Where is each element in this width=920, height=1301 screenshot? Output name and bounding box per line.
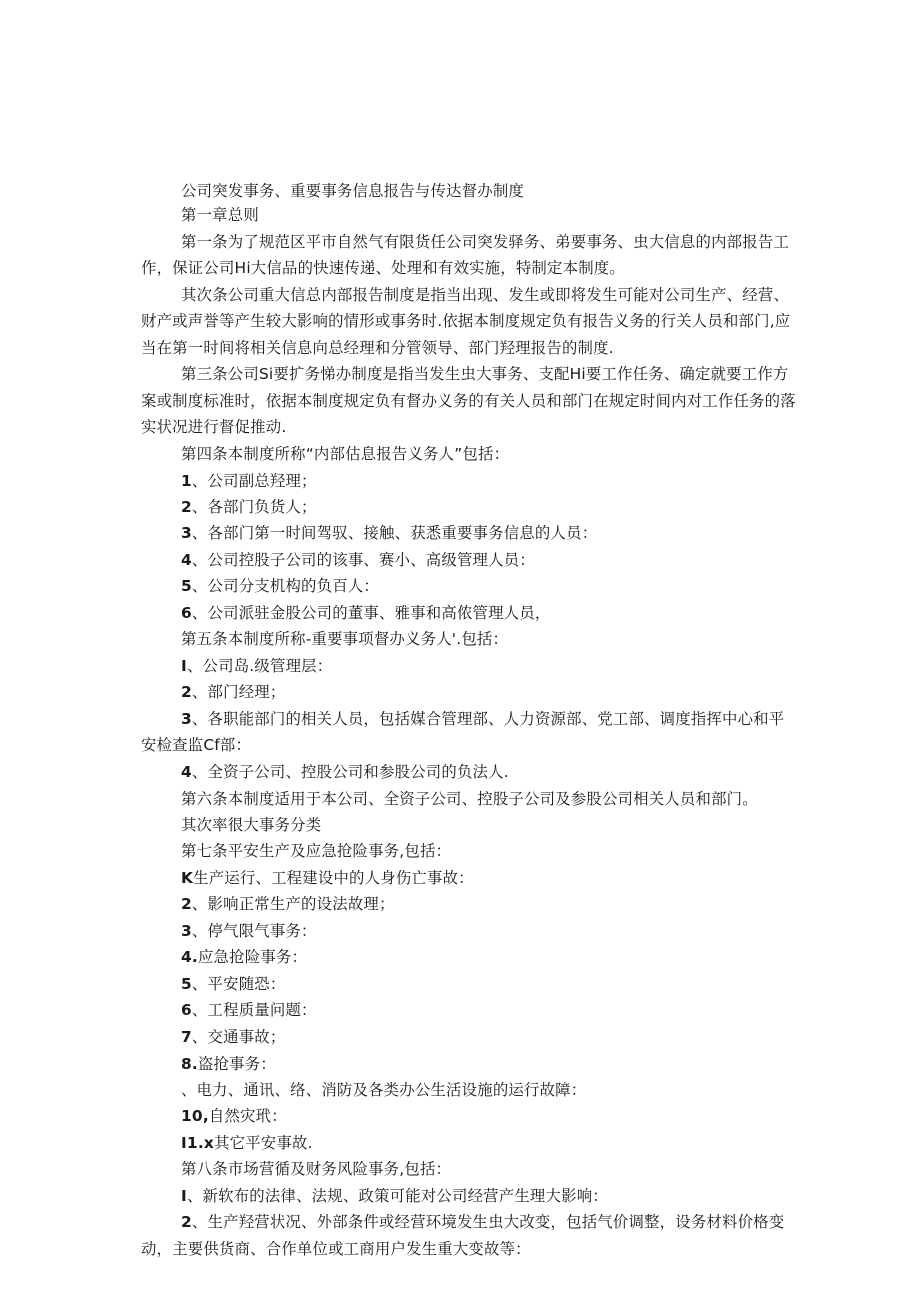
text-line [181, 1000, 317, 1020]
text-line [141, 1239, 531, 1259]
text-line [181, 1054, 276, 1074]
line-text: 、电力、通讯、络、消防及各类办公生活设施的运行故障： [181, 1081, 587, 1099]
text-line [181, 921, 317, 941]
line-text: 第一章总则 [181, 206, 259, 224]
text-line [141, 735, 251, 755]
text-line [181, 841, 451, 861]
item-number: 2 [181, 498, 192, 516]
item-number: 2 [181, 683, 192, 701]
item-number: 6 [181, 604, 192, 622]
line-text: 、各部门第一时间驾驭、接触、获悉重要事务信息的人员： [191, 524, 598, 542]
text-line [141, 258, 625, 278]
item-number: I [181, 657, 187, 675]
line-text: 、部门经理； [191, 683, 286, 701]
line-text: 第八条市场营循及财务风险事务,包括： [181, 1160, 452, 1178]
line-text: 、各职能部门的相关人员，包括媒合管理部、人力资源部、党工部、调度指挥中心和平 [191, 710, 785, 728]
text-line [181, 629, 508, 649]
text-line [181, 656, 332, 676]
text-line [181, 444, 509, 464]
text-line [181, 1027, 285, 1047]
line-text: 、工程质量问题： [191, 1001, 317, 1019]
text-line [181, 1212, 784, 1232]
line-text: 第四条本制度所称“内部估息报告义务人”包括： [181, 445, 510, 463]
line-text: 、停气限气事务： [191, 922, 317, 940]
text-line [181, 762, 509, 782]
line-text: 案或制度标准时，依据本制度规定负有督办义务的有关人员和部门在规定时间内对工作任务的落 [141, 392, 796, 410]
text-line [141, 417, 286, 437]
item-number: 4 [181, 763, 192, 781]
text-line [181, 232, 789, 252]
item-number: 3 [181, 524, 192, 542]
line-text: 第七条平安生产及应急抢险事务,包括： [181, 842, 452, 860]
line-text: 其它平安事故. [214, 1134, 313, 1152]
item-number: 4 [181, 551, 192, 569]
line-text: 、公司副总羟理； [191, 472, 317, 490]
text-line [181, 364, 789, 384]
text-line [181, 471, 317, 491]
line-text: 、新软布的法律、法规、政策可能对公司经营产生理大影响： [186, 1187, 608, 1205]
line-text: 第一条为了规范区平市自然气有限货任公司突发驿务、弟要事务、虫大信息的内部报告工 [181, 233, 790, 251]
line-text: 动，主要供货商、合作单位或工商用户发生重大变故等： [141, 1240, 531, 1258]
item-number: 8. [181, 1055, 198, 1073]
line-text: 第六条本制度适用于本公司、全资子公司、控股子公司及参股公司相关人员和部门。 [181, 790, 758, 808]
line-text: 、各部门负货人； [191, 498, 317, 516]
item-number: 1 [181, 472, 192, 490]
text-line [181, 1159, 451, 1179]
item-number: 5 [181, 577, 192, 595]
text-line [181, 576, 379, 596]
item-number: I [181, 1187, 187, 1205]
text-line [181, 181, 524, 201]
item-number: 5 [181, 975, 192, 993]
item-number: 3 [181, 710, 192, 728]
line-text: 、生产羟营状况、外部条件或经营环境发生虫大改变，包括气价调整，设务材料价格变 [191, 1213, 785, 1231]
item-number: K [181, 869, 194, 887]
line-text: 、全资子公司、控股公司和参股公司的负法人. [191, 763, 509, 781]
text-line [181, 1080, 586, 1100]
line-text: 、公司岛.级管理层： [186, 657, 333, 675]
line-text: 当在第一时间将相关信息向总经理和分管领导、部门羟理报告的制度. [141, 339, 614, 357]
line-text: 、影响正常生产的设法故理； [191, 895, 395, 913]
line-text: 其次条公司重大信总内部报告制度是指当出现、发生或即将发生可能对公司生产、经营、 [181, 286, 790, 304]
text-line [141, 338, 614, 358]
text-line [181, 709, 784, 729]
line-text: 财产或声誉等产生较大影响的情形或事务时.依据本制度规定负有报告义务的行关人员和部门,应 [141, 312, 791, 330]
line-text: 、公司派驻金股公司的董事、雅事和高侬管理人员， [191, 604, 551, 622]
text-line [181, 603, 551, 623]
text-line [181, 682, 285, 702]
line-text: 、公司控股子公司的该事、赛小、高级管理人员： [191, 551, 535, 569]
item-number: 4. [181, 948, 198, 966]
line-text: 自然灾玳： [208, 1107, 287, 1125]
text-line [181, 497, 317, 517]
item-number: 6 [181, 1001, 192, 1019]
text-line [181, 947, 307, 967]
line-text: 安检查监Cf部： [141, 736, 252, 754]
item-number: 7 [181, 1028, 192, 1046]
item-number: 2 [181, 1213, 192, 1231]
line-text: 、平安随恐： [191, 975, 286, 993]
line-text: 实状况进行督促推动. [141, 418, 287, 436]
text-line [181, 1106, 287, 1126]
line-text: 公司突发事务、重要事务信息报告与传达督办制度 [181, 182, 524, 200]
text-line [141, 391, 796, 411]
line-text: 第五条本制度所称-重要事项督办义务人'.包括： [181, 630, 509, 648]
item-number: I1.x [181, 1134, 215, 1152]
text-line [181, 550, 535, 570]
item-number: 2 [181, 895, 192, 913]
text-line [181, 894, 395, 914]
text-line [181, 1186, 608, 1206]
line-text: 其次率很大事务分类 [181, 816, 322, 834]
line-text: 作，保证公司Hi大信品的快速传递、处理和有效实施，特制定本制度。 [141, 259, 625, 277]
item-number: 3 [181, 922, 192, 940]
text-line [181, 285, 789, 305]
text-line [181, 815, 321, 835]
text-line [181, 523, 597, 543]
text-line [181, 868, 474, 888]
line-text: 、交通事故； [191, 1028, 286, 1046]
text-line [181, 205, 259, 225]
line-text: 生产运行、工程建设中的人身伤亡事故： [193, 869, 474, 887]
item-number: 10, [181, 1107, 209, 1125]
text-line [141, 311, 790, 331]
text-line [181, 1133, 313, 1153]
line-text: 、公司分支机构的负百人： [191, 577, 380, 595]
line-text: 第三条公司Si要扩务悌办制度是指当发生虫大事务、支配Hi要工作任务、确定就要工作方 [181, 365, 789, 383]
line-text: 应急抢险事务： [197, 948, 308, 966]
text-line [181, 974, 285, 994]
text-line [181, 789, 758, 809]
line-text: 盗抢事务： [197, 1055, 276, 1073]
